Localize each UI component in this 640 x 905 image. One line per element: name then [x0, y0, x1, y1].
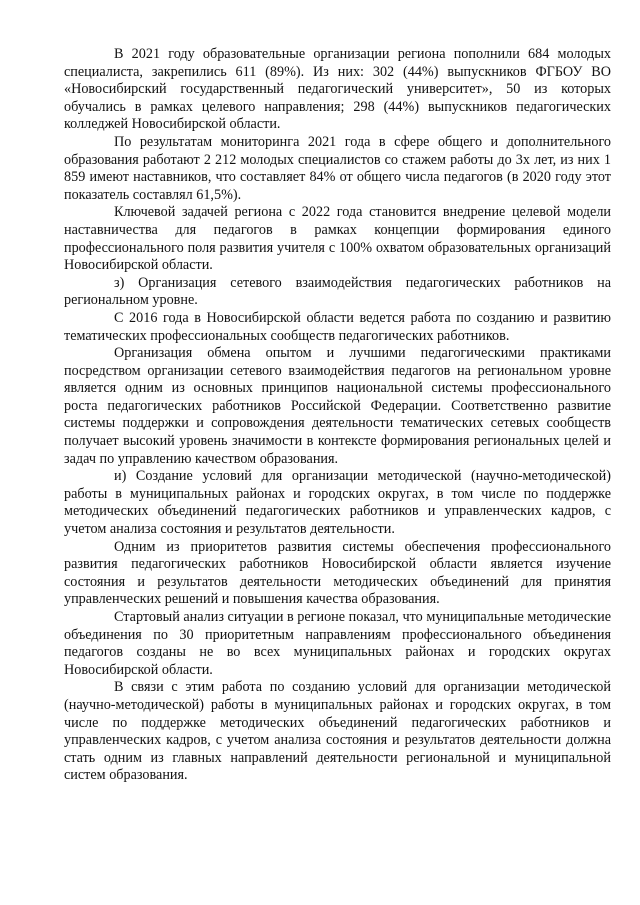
paragraph-monitoring-results: По результатам мониторинга 2021 года в сфере общего и дополнительного образования работают 2 212 молодых специалистов со стажем работы до 3х лет, из них 1 859 имеют наставников, что составляет 84% от общего числа педагогов (в 2020 году этот показатель составлял 61,5%). — [64, 133, 611, 203]
paragraph-starting-analysis: Стартовый анализ ситуации в регионе показал, что муниципальные методические объединения по 30 приоритетным направлениям профессионального объединения педагогов созданы не во всех муниципальных районах и городских округах Новосибирской области. — [64, 609, 611, 678]
paragraph-priorities: Одним из приоритетов развития системы обеспечения профессионального развития педагогических работников Новосибирской области является изучение состояния и результатов деятельности методических объединений для принятия управленческих решений и повышения качества образования. — [64, 538, 611, 608]
paragraph-conclusion: В связи с этим работа по созданию условий для организации методической (научно-методической) работы в муниципальных районах и городских округах, в том числе по поддержке методических объединений педагогических работников и управленческих кадров, с учетом анализа состояния и результатов деятельности должна стать одним из главных направлений деятельности региональной и муниципальной систем образования. — [64, 679, 611, 784]
paragraph-professional-communities: С 2016 года в Новосибирской области ведется работа по созданию и развитию тематических профессиональных сообществ педагогических работников. — [64, 309, 611, 344]
paragraph-item-z-network: з) Организация сетевого взаимодействия педагогических работников на региональном уровне. — [64, 274, 611, 309]
paragraph-experience-exchange: Организация обмена опытом и лучшими педагогическими практиками посредством организации сетевого взаимодействия педагогов на региональном уровне является одним из основных принципов национальной системы профессионального роста педагогических работников Российской Федерации. Соответственно развитие системы поддержки и сопровождения деятельности тематических сетевых сообществ получает высокий уровень значимости в контексте формирования региональных целей и задач по управлению качеством образования. — [64, 345, 611, 467]
document-page — [64, 46, 611, 785]
paragraph-item-i-methodical-work: и) Создание условий для организации методической (научно-методической) работы в муниципальных районах и городских округах, в том числе по поддержке методических объединений педагогических работников и управленческих кадров, с учетом анализа состояния и результатов деятельности. — [64, 468, 611, 538]
paragraph-young-specialists-2021: В 2021 году образовательные организации региона пополнили 684 молодых специалиста, закрепились 611 (89%). Из них: 302 (44%) выпускников ФГБОУ ВО «Новосибирский государственный педагогический университет», 50 из которых обучались в рамках целевого направления; 298 (44%) выпускников педагогических колледжей Новосибирской области. — [64, 46, 611, 133]
paragraph-mentoring-model: Ключевой задачей региона с 2022 года становится внедрение целевой модели наставничества для педагогов в рамках концепции формирования единого профессионального поля развития учителя с 100% охватом образовательных организаций Новосибирской области. — [64, 204, 611, 274]
